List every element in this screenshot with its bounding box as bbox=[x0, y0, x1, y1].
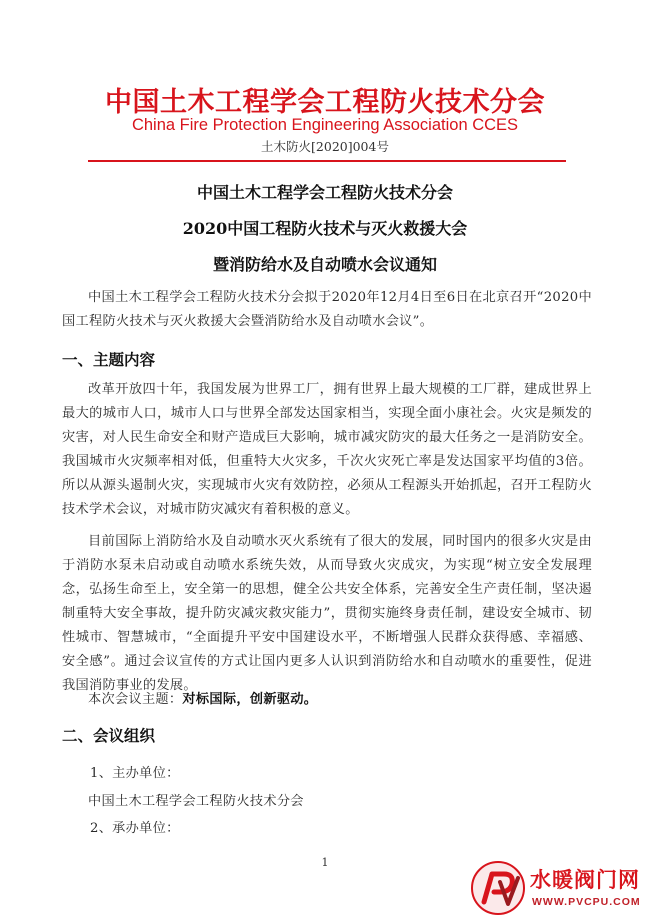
host-label: 1、主办单位： bbox=[90, 766, 180, 781]
notice-title-line-1: 中国土木工程学会工程防火技术分会 bbox=[196, 183, 453, 202]
theme-paragraph-1: 改革开放四十年，我国发展为世界工厂，拥有世界上最大规模的工厂群，建成世界上最大的城市人口，城市人口与世界全部发达国家相当，实现全面小康社会。火灾是频发的灾害，对人民生命安全和财产造成巨大影响，城市减灾防灾的最大任务之一是消防安全。我国城市火灾频率相对低，但重特大火灾多，千次火灾死亡率是发达国家平均值的3倍。所以从源头遏制火灾，实现城市火灾有效防控，必须从工程源头开始抓起，召开工程防火技术学术会议，对城市防灾减灾有着积极的意义。 bbox=[62, 382, 592, 517]
section-heading-organization: 二、会议组织 bbox=[62, 726, 156, 745]
organization-name-en: China Fire Protection Engineering Association CCES bbox=[131, 116, 519, 134]
meeting-theme-line bbox=[88, 688, 317, 707]
watermark-brand: 水暖阀门网 bbox=[530, 868, 640, 892]
meeting-theme-label: 本次会议主题： bbox=[88, 692, 183, 707]
organization-name-cn: 中国土木工程学会工程防火技术分会 bbox=[105, 87, 545, 118]
watermark-url: WWW.PVCPU.COM bbox=[532, 896, 641, 908]
notice-title-line-2: 2020中国工程防火技术与灭火救援大会 bbox=[182, 219, 468, 238]
header-divider bbox=[88, 160, 566, 162]
document-number: 土木防火[2020]004号 bbox=[261, 139, 389, 154]
theme-paragraph-2: 目前国际上消防给水及自动喷水灭火系统有了很大的发展，同时国内的很多火灾是由于消防水泵未启动或自动喷水系统失效，从而导致火灾成灾，为实现“树立安全发展理念，弘扬生命至上，安全第一的思想，健全公共安全体系，完善安全生产责任制，坚决遏制重特大安全事故，提升防灾减灾救灾能力”，贯彻实施终身责任制，建设安全城市、韧性城市、智慧城市，“全面提升平安中国建设水平，不断增强人民群众获得感、幸福感、安全感”。通过会议宣传的方式让国内更多人认识到消防给水和自动喷水的重要性，促进我国消防事业的发展。 bbox=[62, 534, 592, 693]
host-value: 中国土木工程学会工程防火技术分会 bbox=[88, 794, 304, 809]
pv-logo-icon bbox=[470, 860, 526, 916]
intro-paragraph: 中国土木工程学会工程防火技术分会拟于2020年12月4日至6日在北京召开“2020中国工程防火技术与灭火救援大会暨消防给水及自动喷水会议”。 bbox=[62, 290, 592, 329]
page-number: 1 bbox=[321, 856, 329, 869]
section-heading-theme: 一、主题内容 bbox=[62, 350, 156, 369]
meeting-theme-value: 对标国际，创新驱动。 bbox=[182, 692, 318, 707]
watermark-logo bbox=[470, 858, 650, 920]
organizer-label: 2、承办单位： bbox=[90, 821, 180, 836]
notice-title-line-3: 暨消防给水及自动喷水会议通知 bbox=[212, 255, 437, 274]
